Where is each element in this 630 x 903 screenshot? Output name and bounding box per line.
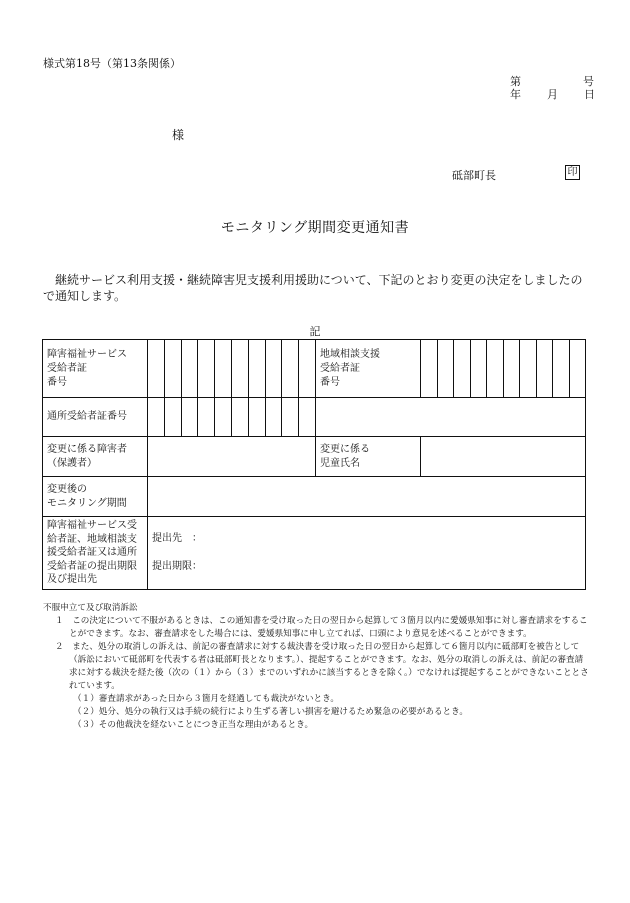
note-sub-1: （１）審査請求があった日から３箇月を経過しても裁決がないとき。 [73,694,339,704]
child-name-field[interactable] [421,437,586,477]
sender-name: 砥部町長 [452,169,496,182]
table-row [43,340,586,398]
monitoring-period-label [43,477,148,517]
notes-heading: 不服申立て及び取消訴訟 [43,603,138,613]
monitoring-period-field[interactable] [148,477,586,517]
label-line: 受給者証 [47,362,87,374]
label-line: 番号 [47,376,67,388]
label-line: 番号 [320,376,340,388]
disabled-person-label [43,437,148,477]
blank-cell [316,398,586,437]
note-item-2: ２ また、処分の取消しの訴えは、前記の審査請求に対する裁決書を受け取った日の翌日から起算して６箇月以内に砥部町を被告として（訴訟において砥部町を代表する者は砥部町長となります。）、提起することができます。なお、処分の取消しの訴えは、前記の審査請求に対する裁決を経た後（次の（１）から（３）までのいずれかに該当するときを除く。）でなければ提起することができないこととされています。 [55,642,589,691]
table-row [43,477,586,517]
appeal-notes [43,602,591,732]
label-line: 援受給者証又は通所 [47,547,137,558]
note-item-1: １ この決定について不服があるときは、この通知書を受け取った日の翌日から起算して３箇月以内に愛媛県知事に対し審査請求をすることができます。なお、審査請求をした場合には、愛媛県知事に申し立てれば、口頭により意見を述べることができます。 [55,616,588,639]
service-cert-number-label [43,340,148,398]
note-sub-2: （２）処分、処分の執行又は手続の続行により生ずる著しい損害を避けるため緊急の必要があるとき。 [73,707,468,717]
consult-cert-number-cells[interactable] [421,340,586,398]
notification-table [42,339,586,590]
intro-paragraph: 継続サービス利用支援・継続障害児支援利用援助について、下記のとおり変更の決定をしましたので通知します。 [43,273,583,303]
label-line: 給者証、地域相談支 [47,533,137,545]
submission-destination: 提出先 ： [152,532,202,544]
day-service-cert-number-label: 通所受給者証番号 [43,398,148,437]
form-number: 様式第18号（第13条関係） [43,57,181,70]
label-line: 変更に係る [320,443,370,455]
date-line [510,86,595,102]
submission-field[interactable] [148,517,586,590]
table-row [43,398,586,437]
label-line: 受給者証 [320,362,360,374]
label-line: 変更に係る障害者 [47,443,127,455]
label-line: 児童氏名 [320,457,360,469]
table-row [43,437,586,477]
label-line: （保護者） [47,457,97,469]
number-prefix: 第 [510,75,521,88]
seal-mark: 印 [565,165,580,180]
date-day: 日 [584,88,595,101]
table-row [43,517,586,590]
consult-cert-number-label [316,340,421,398]
disabled-person-field[interactable] [148,437,316,477]
label-line: 受給者証の提出期限 [47,560,137,572]
note-sub-3: （３）その他裁決を経ないことにつき正当な理由があるとき。 [73,720,314,730]
service-cert-number-cells[interactable] [148,340,316,398]
submission-label [43,517,148,590]
number-suffix: 号 [583,75,594,88]
day-service-cert-number-cells[interactable] [148,398,316,437]
document-title: モニタリング期間変更通知書 [220,220,410,236]
label-line: 地域相談支援 [320,348,380,360]
label-line: 及び提出先 [47,574,97,585]
child-name-label [316,437,421,477]
submission-deadline: 提出期限： [152,560,202,572]
ki-heading: 記 [309,325,321,338]
date-month: 月 [547,88,558,101]
label-line: 障害福祉サービス受 [47,520,137,531]
addressee: 様 [172,128,185,142]
label-line: 変更後の [47,483,87,495]
label-line: モニタリング期間 [47,497,127,509]
date-year: 年 [510,88,521,101]
label-line: 障害福祉サービス [47,348,127,360]
